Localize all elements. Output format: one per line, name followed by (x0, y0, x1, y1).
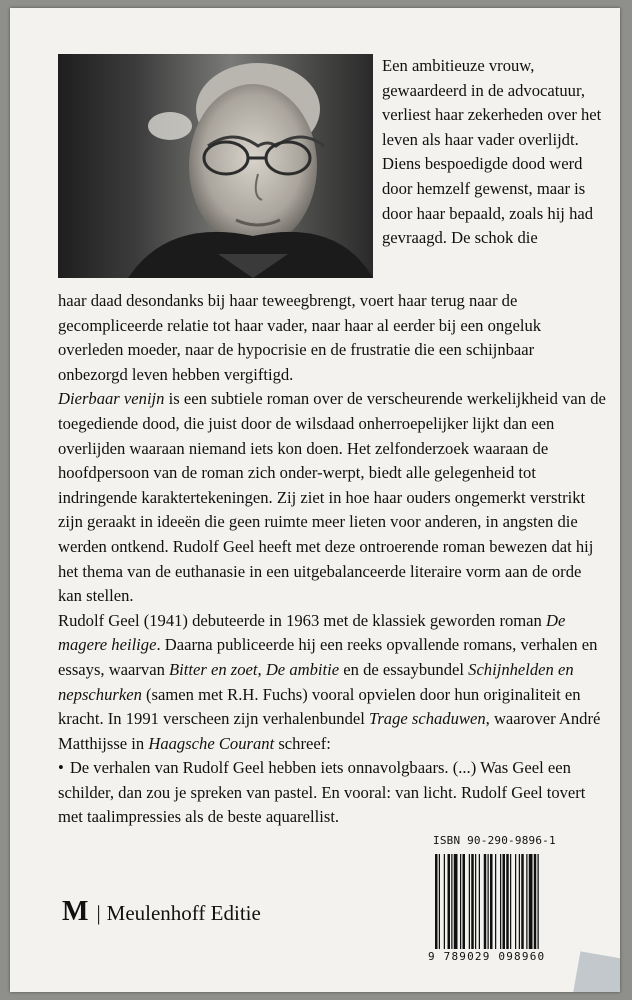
intro-continuation: haar daad desondanks bij haar teweegbrengt, voert haar terug naar de gecompliceerde relatie tot haar vader, naar haar al eerder bij een ongeluk overleden moeder, naar de hypocrisie en de frustratie die een schijnbaar onbezorgd leven hebben vergiftigd. (58, 291, 542, 384)
barcode-bar (529, 854, 533, 949)
book-title-bitter-en-zoet: Bitter en zoet (169, 659, 258, 679)
barcode-bar (484, 854, 487, 949)
barcode-bar (521, 854, 524, 949)
barcode-bar (469, 854, 470, 949)
barcode-bar (500, 854, 501, 949)
author-photo (58, 54, 373, 278)
barcode-bar (534, 854, 537, 949)
barcode-bar (490, 854, 493, 949)
barcode-bar (538, 854, 539, 949)
newspaper-title-haagsche-courant: Haagsche Courant (148, 733, 275, 753)
review-quote: • De verhalen van Rudolf Geel hebben iets onnavolgbaars. (...) Was Geel een schilder, dan zou je spreken van pastel. En vooral: van licht. Rudolf Geel tovert met taalimpressies als de beste aquarellist. (58, 756, 606, 830)
barcode-bar (503, 854, 506, 949)
publisher-name: Meulenhoff Editie (106, 901, 261, 925)
barcode-bar (463, 854, 466, 949)
barcode-bar (451, 854, 452, 949)
author-portrait-image (58, 54, 373, 278)
paragraph-author-bio: Rudolf Geel (1941) debuteerde in 1963 met de klassiek geworden roman De magere heilige. Daarna publiceerde hij een reeks opvallende romans, verhalen en essays, waarvan Bitter en zoet, De ambitie en de essaybundel Schijnhelden en nepschurken (samen met R.H. Fuchs) vooral opvielen door hun originaliteit en kracht. In 1991 verscheen zijn verhalenbundel Trage schaduwen, waarover André Matthijsse in Haagsche Courant schreef: (58, 610, 601, 753)
book-title-trage-schaduwen: Trage schaduwen (369, 709, 486, 729)
barcode-bar (506, 854, 509, 949)
paragraph-novel-description: Dierbaar venijn is een subtiele roman over de verscheurende werkelijkheid van de toegediende dood, die juist door de wilsdaad onherroepelijker lijkt dan een overlijden waaraan niemand iets kon doen. Het zelfonderzoek waaraan de hoofdpersoon van de roman zich onder-werpt, biedt alle gelegenheid tot indringende karaktertekeningen. Zij ziet in hoe haar ouders ongemerkt verstrikt zijn geraakt in ideeën die geen ruimte meer lieten voor anderen, in angsten die werden ontkend. Rudolf Geel heeft met deze ontroerende roman bewezen dat hij het thema van de euthanasie in een uitgebalanceerde literaire vorm aan de orde kan stellen. (58, 389, 606, 606)
barcode-bar (444, 854, 445, 949)
barcode-bar (471, 854, 474, 949)
isbn-number: ISBN 90-290-9896-1 (433, 834, 556, 847)
book-back-cover (10, 8, 620, 992)
description-body (58, 289, 606, 830)
barcode-bar (435, 854, 438, 949)
barcode-bar (479, 854, 480, 949)
barcode-graphic (431, 854, 607, 949)
book-title-schijnhelden: Schijnhelden en nepschurken (58, 659, 574, 704)
barcode-bar (448, 854, 451, 949)
book-title-dierbaar-venijn: Dierbaar venijn (58, 389, 165, 409)
barcode-bar (454, 854, 458, 949)
barcode-bar (439, 854, 440, 949)
meulenhoff-logo-icon: M (62, 896, 89, 927)
intro-paragraph: Een ambitieuze vrouw, gewaardeerd in de advocatuur, verliest haar zekerheden over het leven als haar vader overlijdt. Diens bespoedigde dood werd door hemzelf gewenst, maar is door haar bepaald, zoals hij had gevraagd. De schok die (382, 56, 602, 248)
book-title-de-magere-heilige: De magere heilige (58, 610, 566, 655)
barcode-bar (519, 854, 520, 949)
barcode-bar (515, 854, 516, 949)
barcode-bar (475, 854, 476, 949)
publisher-separator: | (96, 901, 101, 925)
barcode-bar (510, 854, 511, 949)
price-sticker-remnant (572, 951, 620, 992)
barcode-bar (488, 854, 489, 949)
barcode-bar (460, 854, 461, 949)
publisher-imprint (62, 896, 261, 928)
barcode-bar (526, 854, 527, 949)
barcode-number: 9 789029 098960 (428, 950, 546, 963)
barcode-bar (495, 854, 496, 949)
book-title-de-ambitie: De ambitie (265, 659, 340, 679)
